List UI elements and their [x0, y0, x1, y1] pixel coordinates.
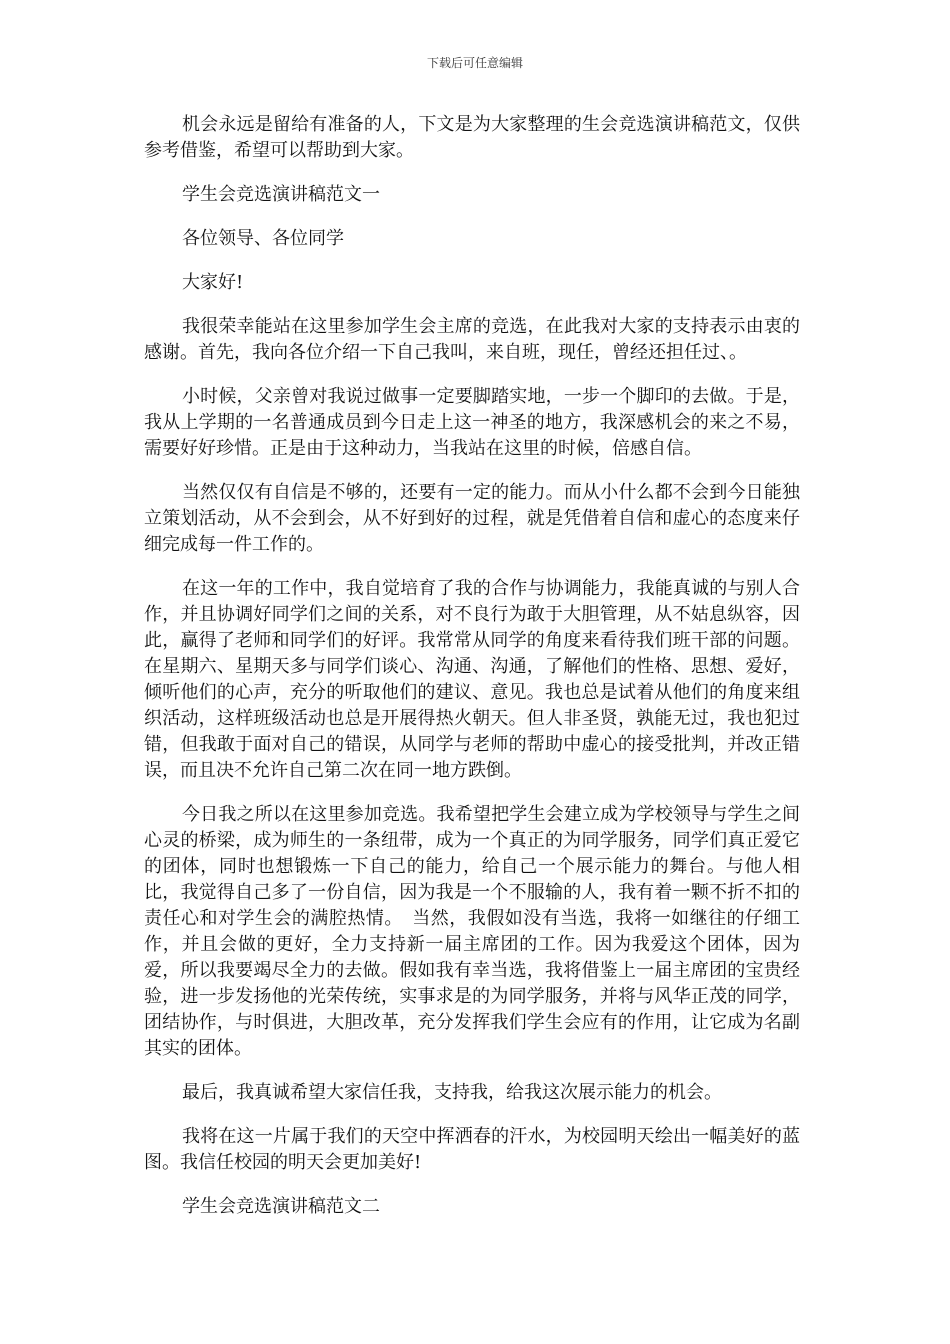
section-heading-2: 学生会竞选演讲稿范文二 — [182, 1196, 380, 1217]
body-paragraph: 最后，我真诚希望大家信任我，支持我，给我这次展示能力的机会。 — [182, 1082, 722, 1103]
body-paragraph: 今日我之所以在这里参加竞选。我希望把学生会建立成为学校领导与学生之间心灵的桥梁，成为师生的一条纽带，成为一个真正的为同学服务，同学们真正爱它的团体，同时也想锻炼一下自己的能力，给自己一个展示能力的舞台。与他人相比，我觉得自己多了一份自信，因为我是一个不服输的人，我有着一颗不折不扣的责任心和对学生会的满腔热情。 当然，我假如没有当选，我将一如继往的仔细工作，并且会做的更好，全力支持新一届主席团的工作。因为我爱这个团体，因为爱，所以我要竭尽全力的去做。假如我有幸当选，我将借鉴上一届主席团的宝贵经验，进一步发扬他的光荣传统，实事求是的为同学服务，并将与风华正茂的同学，团结协作，与时俱进，大胆改革，充分发挥我们学生会应有的作用，让它成为名副其实的团体。 — [144, 804, 800, 1059]
salutation-paragraph: 各位领导、各位同学 — [182, 228, 344, 249]
body-paragraph: 我很荣幸能站在这里参加学生会主席的竞选，在此我对大家的支持表示由衷的感谢。首先，我向各位介绍一下自己我叫，来自班，现任，曾经还担任过、。 — [144, 316, 800, 363]
closing-paragraph: 我将在这一片属于我们的天空中挥洒春的汗水，为校园明天绘出一幅美好的蓝图。我信任校园的明天会更加美好! — [144, 1126, 800, 1173]
page-header-note: 下载后可任意编辑 — [426, 56, 523, 70]
greeting-paragraph: 大家好! — [182, 272, 244, 293]
section-heading-1: 学生会竞选演讲稿范文一 — [182, 184, 380, 205]
body-paragraph: 在这一年的工作中，我自觉培育了我的合作与协调能力，我能真诚的与别人合作，并且协调好同学们之间的关系，对不良行为敢于大胆管理，从不姑息纵容，因此，赢得了老师和同学们的好评。我常常从同学的角度来看待我们班干部的问题。在星期六、星期天多与同学们谈心、沟通、沟通，了解他们的性格、思想、爱好，倾听他们的心声，充分的听取他们的建议、意见。我也总是试着从他们的角度来组织活动，这样班级活动也总是开展得热火朝天。但人非圣贤，孰能无过，我也犯过错，但我敢于面对自己的错误，从同学与老师的帮助中虚心的接受批判，并改正错误，而且决不允许自己第二次在同一地方跌倒。 — [144, 578, 800, 781]
body-paragraph: 当然仅仅有自信是不够的，还要有一定的能力。而从小什么都不会到今日能独立策划活动，从不会到会，从不好到好的过程，就是凭借着自信和虚心的态度来仔细完成每一件工作的。 — [144, 482, 800, 555]
body-paragraph: 小时候，父亲曾对我说过做事一定要脚踏实地，一步一个脚印的去做。于是，我从上学期的一名普通成员到今日走上这一神圣的地方，我深感机会的来之不易，需要好好珍惜。正是由于这种动力，当我站在这里的时候，倍感自信。 — [144, 386, 800, 459]
document-body — [144, 112, 800, 1238]
intro-paragraph: 机会永远是留给有准备的人，下文是为大家整理的生会竞选演讲稿范文，仅供参考借鉴，希望可以帮助到大家。 — [144, 114, 800, 161]
